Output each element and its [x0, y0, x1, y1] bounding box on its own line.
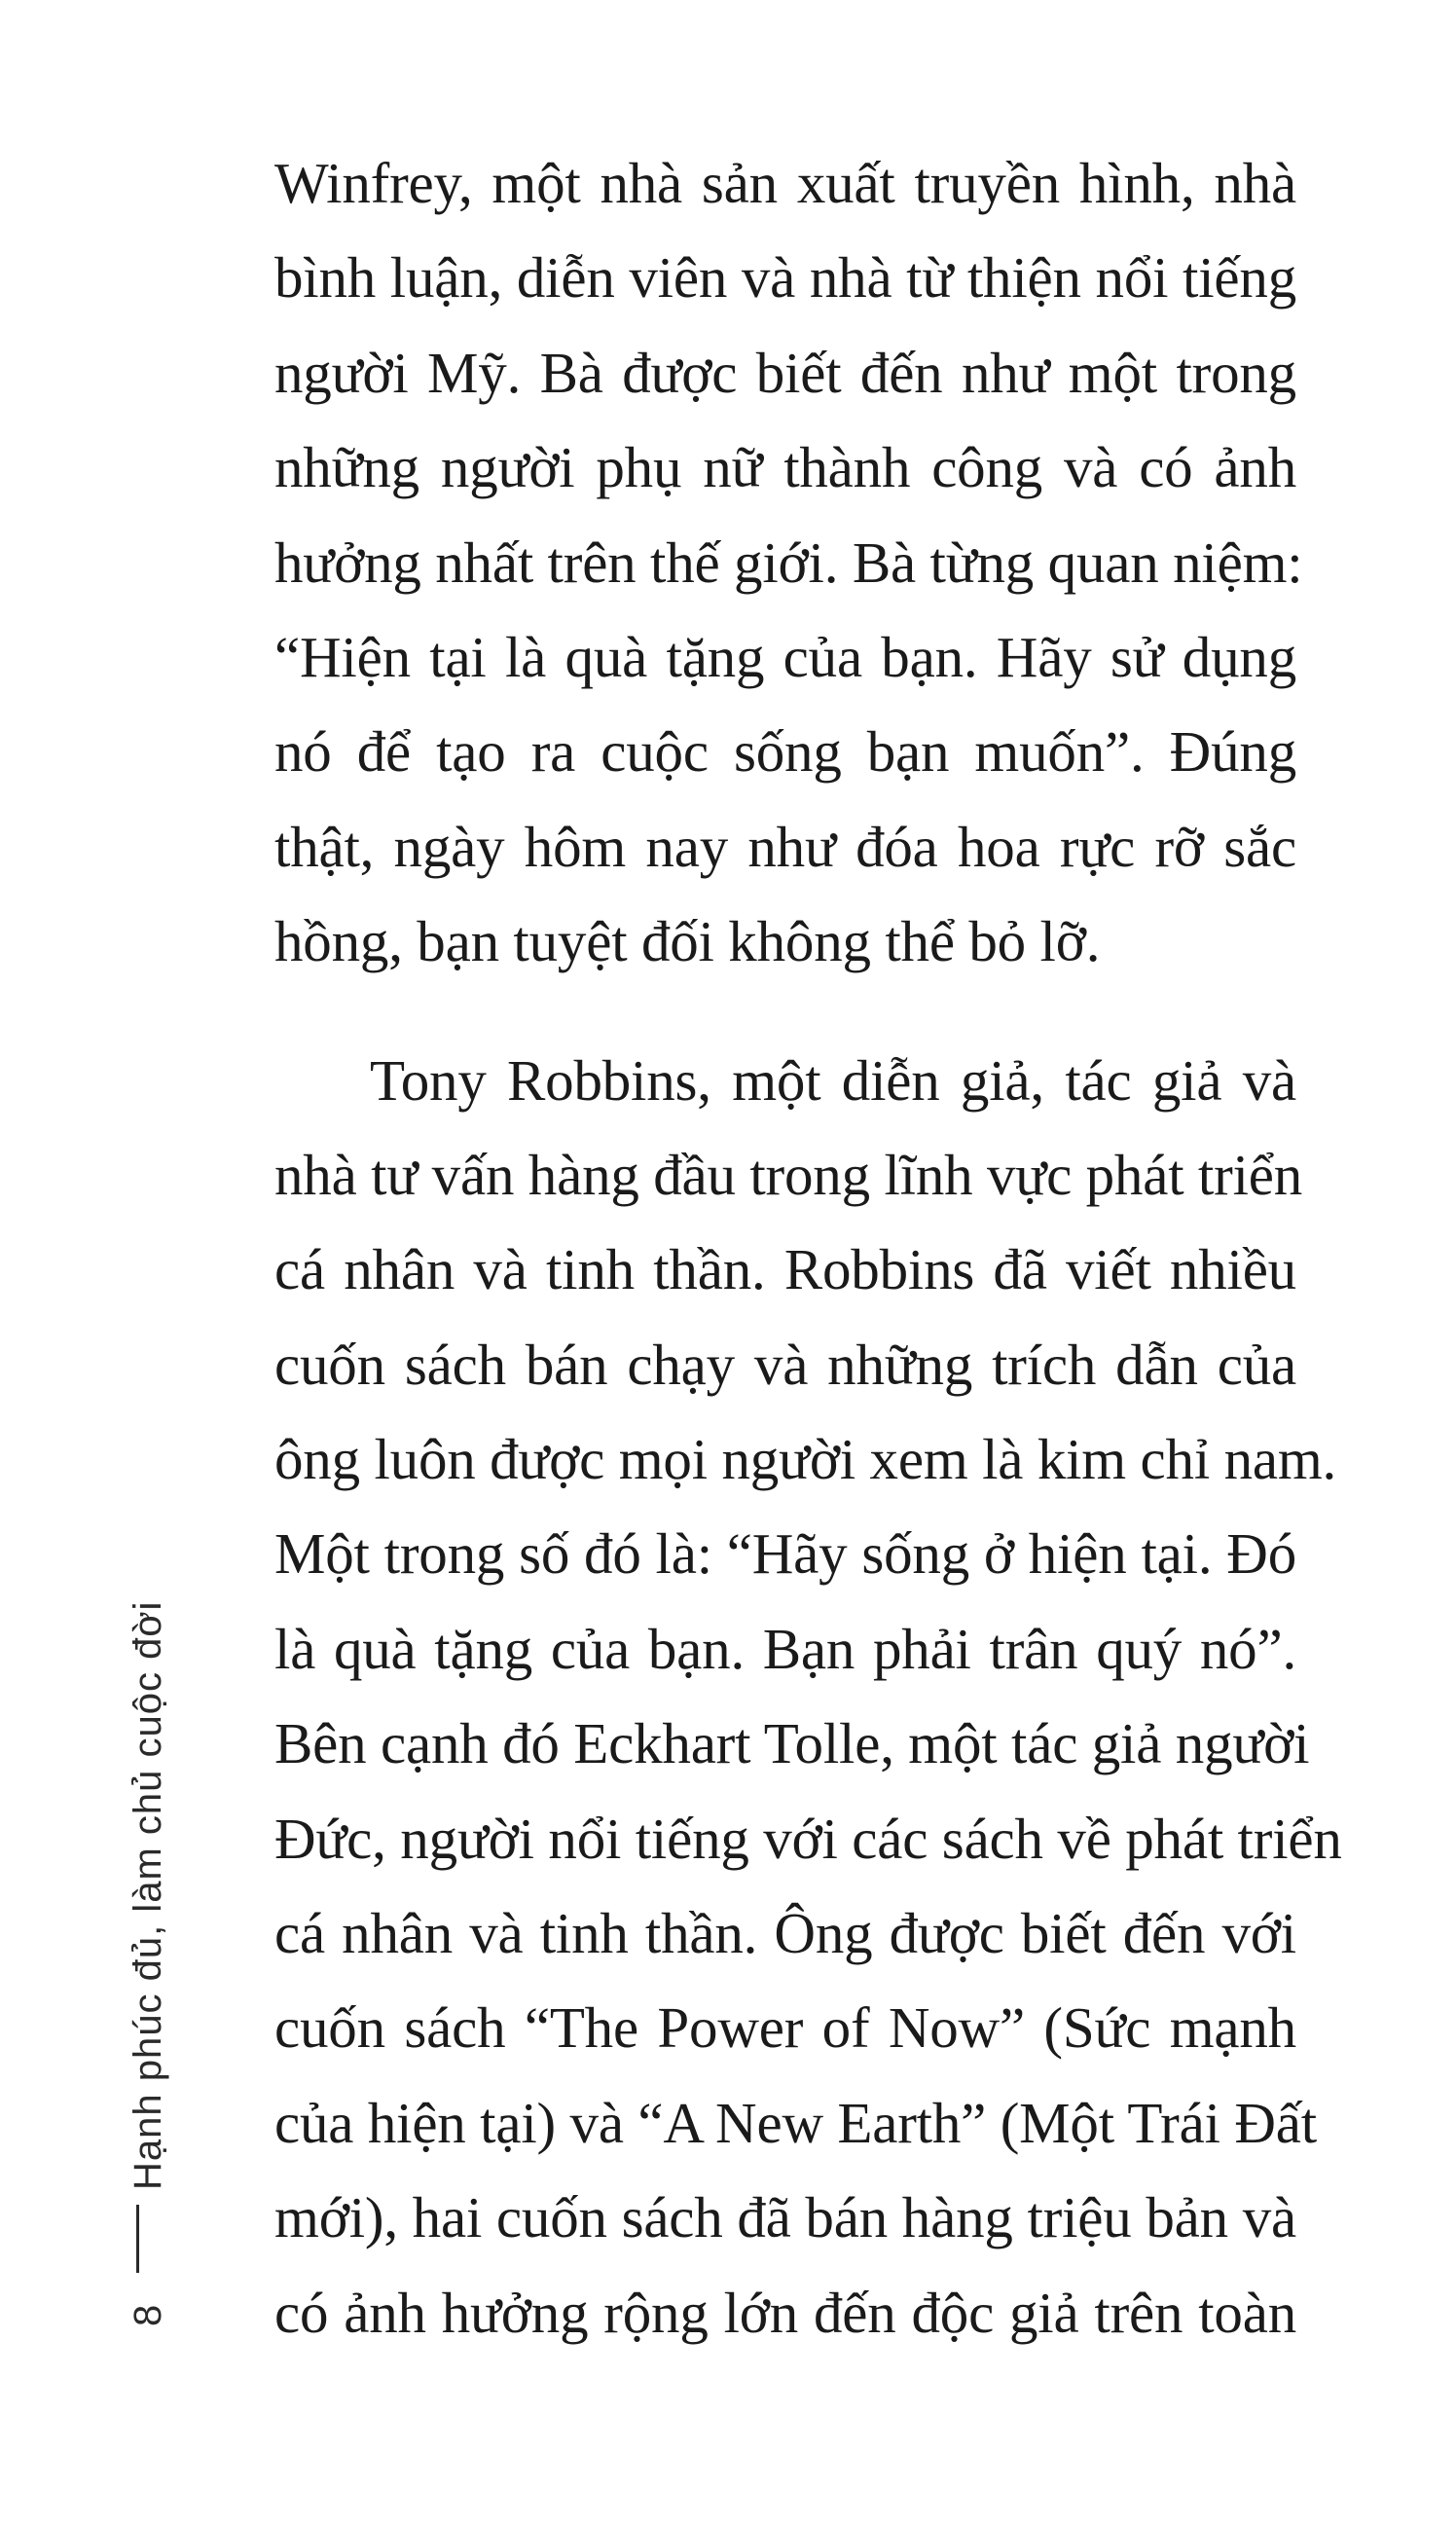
text-line: cá nhân và tinh thần. Robbins đã viết nhiều — [274, 1237, 1296, 1302]
paragraph-gap — [274, 990, 1296, 1034]
text-line: mới), hai cuốn sách đã bán hàng triệu bản và — [274, 2185, 1296, 2250]
text-line: hồng, bạn tuyệt đối không thể bỏ lỡ. — [274, 909, 1101, 974]
sidebar-divider — [136, 2205, 139, 2273]
text-line: những người phụ nữ thành công và có ảnh — [274, 435, 1296, 500]
text-line: hưởng nhất trên thế giới. Bà từng quan niệm: — [274, 530, 1303, 595]
text-line: “Hiện tại là quà tặng của bạn. Hãy sử dụng — [274, 624, 1296, 689]
text-line: cuốn sách “The Power of Now” (Sức mạnh — [274, 1995, 1296, 2061]
text-line: của hiện tại) và “A New Earth” (Một Trái Đất — [274, 2090, 1317, 2155]
text-line: ông luôn được mọi người xem là kim chỉ nam. — [274, 1427, 1337, 1492]
text-line: bình luận, diễn viên và nhà từ thiện nổi tiếng — [274, 245, 1296, 311]
text-line: Một trong số đó là: “Hãy sống ở hiện tại. Đó — [274, 1521, 1296, 1587]
text-line: Winfrey, một nhà sản xuất truyền hình, nhà — [274, 151, 1296, 215]
text-line: có ảnh hưởng rộng lớn đến độc giả trên toàn — [274, 2280, 1296, 2345]
text-line: Tony Robbins, một diễn giả, tác giả và — [370, 1047, 1296, 1113]
paragraph-oprah — [274, 136, 1303, 990]
page-number: 8 — [127, 2304, 169, 2326]
text-line: cá nhân và tinh thần. Ông được biết đến với — [274, 1901, 1296, 1966]
paragraph-robbins-tolle — [274, 1034, 1342, 2360]
text-line: nó để tạo ra cuộc sống bạn muốn”. Đúng — [274, 719, 1296, 785]
text-line: Đức, người nổi tiếng với các sách về phát triển — [274, 1806, 1342, 1871]
page-sidebar — [107, 1509, 204, 2326]
text-line: thật, ngày hôm nay như đóa hoa rực rỡ sắc — [274, 814, 1296, 879]
text-line: Bên cạnh đó Eckhart Tolle, một tác giả người — [274, 1711, 1310, 1776]
running-head: Hạnh phúc đủ, làm chủ cuộc đời — [127, 1600, 169, 2190]
text-line: nhà tư vấn hàng đầu trong lĩnh vực phát triển — [274, 1142, 1303, 1207]
text-line: người Mỹ. Bà được biết đến như một trong — [274, 340, 1296, 405]
text-line: là quà tặng của bạn. Bạn phải trân quý nó”. — [274, 1616, 1296, 1681]
body-text — [274, 136, 1342, 2360]
text-line: cuốn sách bán chạy và những trích dẫn của — [274, 1332, 1296, 1397]
